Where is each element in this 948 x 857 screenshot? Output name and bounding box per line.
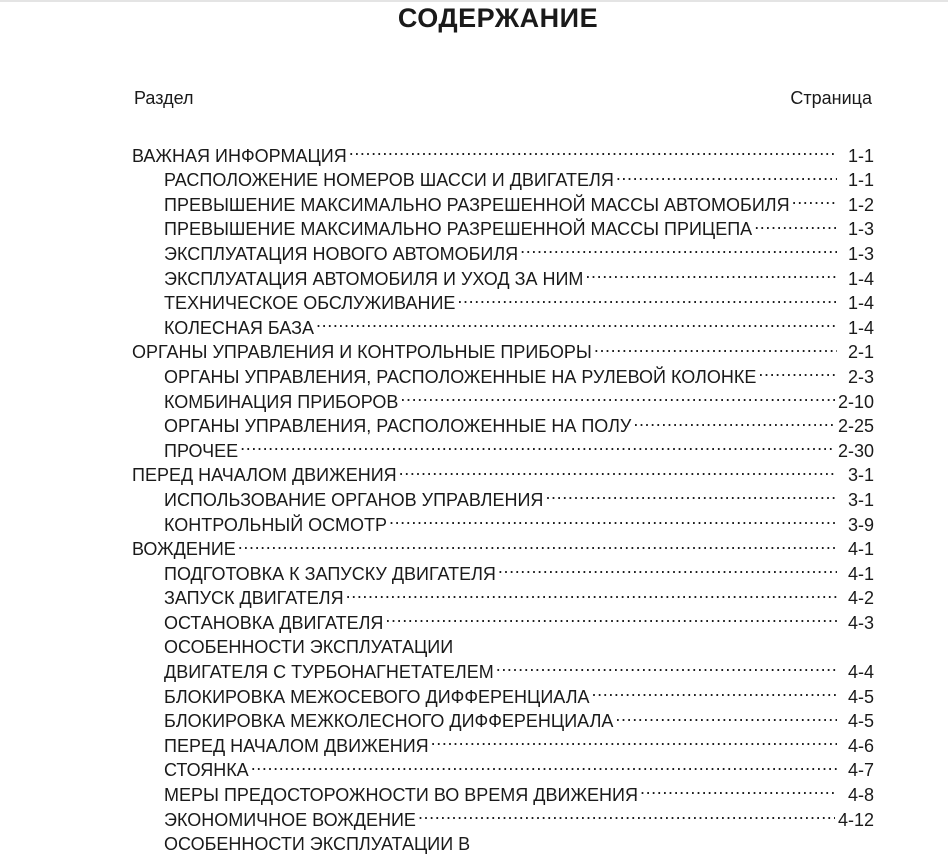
- dot-leader: [640, 776, 837, 801]
- toc-entry-title: ПЕРЕД НАЧАЛОМ ДВИЖЕНИЯ: [132, 465, 397, 486]
- dot-leader: [520, 235, 837, 260]
- dot-leader: [240, 432, 835, 457]
- dot-leader: [457, 285, 837, 310]
- dot-leader: [385, 604, 837, 629]
- toc-entry-title: ПРОЧЕЕ: [164, 440, 239, 461]
- dot-leader: [792, 186, 837, 211]
- toc-entry-page: 2-30: [837, 440, 874, 461]
- toc-entry-page: 2-3: [847, 366, 874, 387]
- toc-entry-page: 3-9: [847, 514, 874, 535]
- toc-entry-title: ЭКСПЛУАТАЦИЯ АВТОМОБИЛЯ И УХОД ЗА НИМ: [164, 268, 584, 289]
- dot-leader: [616, 162, 837, 187]
- toc-entry[interactable]: [132, 531, 874, 560]
- toc-entry-title: ОРГАНЫ УПРАВЛЕНИЯ И КОНТРОЛЬНЫЕ ПРИБОРЫ: [132, 342, 592, 363]
- dot-leader: [346, 580, 837, 605]
- toc-entry-page: 4-5: [847, 711, 874, 732]
- toc-entry-page: 1-3: [847, 243, 874, 264]
- toc-entry-page: 1-3: [847, 219, 874, 240]
- dot-leader: [349, 137, 837, 162]
- dot-leader: [592, 678, 837, 703]
- toc-entry-title: ДВИГАТЕЛЯ С ТУРБОНАГНЕТАТЕЛЕМ: [164, 662, 494, 683]
- page-title: СОДЕРЖАНИЕ: [397, 3, 599, 33]
- toc-entry-page: 2-25: [837, 416, 874, 437]
- toc-entry-page: 4-6: [847, 735, 874, 756]
- toc-entry-title: ПРЕВЫШЕНИЕ МАКСИМАЛЬНО РАЗРЕШЕННОЙ МАССЫ ПРИЦЕПА: [164, 219, 753, 240]
- dot-leader: [399, 457, 837, 482]
- toc-entry-title: ПОДГОТОВКА К ЗАПУСКУ ДВИГАТЕЛЯ: [164, 563, 496, 584]
- toc-entry-title: ОСТАНОВКА ДВИГАТЕЛЯ: [164, 612, 384, 633]
- toc-entry-title: СТОЯНКА: [164, 760, 249, 781]
- dot-leader: [400, 383, 835, 408]
- page-column-header: Страница: [790, 88, 872, 108]
- dot-leader: [455, 629, 837, 654]
- toc-entry-title: РАСПОЛОЖЕНИЕ НОМЕРОВ ШАССИ И ДВИГАТЕЛЯ: [164, 170, 614, 191]
- toc-entry-title: ЗАПУСК ДВИГАТЕЛЯ: [164, 588, 344, 609]
- section-column-header: Раздел: [134, 88, 194, 108]
- dot-leader: [251, 752, 837, 777]
- dot-leader: [316, 309, 837, 334]
- toc-entry-title: ЭКОНОМИЧНОЕ ВОЖДЕНИЕ: [164, 809, 416, 830]
- toc-entry-title: БЛОКИРОВКА МЕЖОСЕВОГО ДИФФЕРЕНЦИАЛА: [164, 686, 590, 707]
- toc-entry-title: БЛОКИРОВКА МЕЖКОЛЕСНОГО ДИФФЕРЕНЦИАЛА: [164, 711, 614, 732]
- toc-entry-page: 1-1: [847, 145, 874, 166]
- dot-leader: [498, 555, 837, 580]
- toc-entry-title: ТЕХНИЧЕСКОЕ ОБСЛУЖИВАНИЕ: [164, 293, 456, 314]
- toc-entry-page: 4-7: [847, 760, 874, 781]
- dot-leader: [585, 260, 837, 285]
- dot-leader: [615, 703, 837, 728]
- toc-entry-title: ПЕРЕД НАЧАЛОМ ДВИЖЕНИЯ: [164, 735, 429, 756]
- toc-entry-page: 4-12: [837, 809, 874, 830]
- dot-leader: [496, 653, 837, 678]
- toc-entry-title: ВОЖДЕНИЕ: [132, 539, 236, 560]
- toc-entry-title: КОЛЕСНАЯ БАЗА: [164, 317, 315, 338]
- toc-entry-page: 4-5: [847, 686, 874, 707]
- dot-leader: [758, 358, 837, 383]
- dot-leader: [754, 211, 837, 236]
- toc-entry-title: ОРГАНЫ УПРАВЛЕНИЯ, РАСПОЛОЖЕННЫЕ НА ПОЛУ: [164, 416, 632, 437]
- toc-entry-title: КОМБИНАЦИЯ ПРИБОРОВ: [164, 391, 399, 412]
- toc-entry-page: 1-1: [847, 170, 874, 191]
- dot-leader: [472, 826, 837, 851]
- table-of-contents: [132, 137, 874, 855]
- toc-entry-page: 4-1: [847, 563, 874, 584]
- toc-entry-title: ОСОБЕННОСТИ ЭКСПЛУАТАЦИИ: [164, 637, 454, 658]
- toc-entry-page: 1-4: [847, 268, 874, 289]
- toc-entry-title: ВАЖНАЯ ИНФОРМАЦИЯ: [132, 145, 347, 166]
- toc-entry-title: КОНТРОЛЬНЫЙ ОСМОТР: [164, 514, 387, 535]
- dot-leader: [594, 334, 837, 359]
- toc-entry-title: ПРЕВЫШЕНИЕ МАКСИМАЛЬНО РАЗРЕШЕННОЙ МАССЫ АВТОМОБИЛЯ: [164, 194, 790, 215]
- toc-entry-page: 4-3: [847, 612, 874, 633]
- toc-entry-title: ЭКСПЛУАТАЦИЯ НОВОГО АВТОМОБИЛЯ: [164, 243, 519, 264]
- top-border: [0, 0, 948, 2]
- toc-entry[interactable]: [132, 555, 874, 584]
- toc-entry-page: 1-2: [847, 194, 874, 215]
- toc-entry-title: ОСОБЕННОСТИ ЭКСПЛУАТАЦИИ В: [164, 834, 471, 855]
- toc-entry-page: 4-8: [847, 785, 874, 806]
- toc-entry-page: 4-4: [847, 662, 874, 683]
- toc-entry-page: 2-10: [837, 391, 874, 412]
- toc-entry[interactable]: [132, 432, 874, 461]
- dot-leader: [389, 506, 837, 531]
- toc-entry-page: 3-1: [847, 489, 874, 510]
- toc-entry[interactable]: [132, 137, 874, 166]
- toc-entry-page: 1-4: [847, 293, 874, 314]
- toc-entry-page: 3-1: [847, 465, 874, 486]
- dot-leader: [545, 481, 837, 506]
- toc-entry-page: 1-4: [847, 317, 874, 338]
- toc-entry[interactable]: [132, 457, 874, 486]
- toc-entry-page: 4-2: [847, 588, 874, 609]
- dot-leader: [418, 801, 835, 826]
- dot-leader: [431, 727, 837, 752]
- toc-entry-page: 2-1: [847, 342, 874, 363]
- toc-entry-page: 4-1: [847, 539, 874, 560]
- toc-entry-title: ИСПОЛЬЗОВАНИЕ ОРГАНОВ УПРАВЛЕНИЯ: [164, 489, 544, 510]
- dot-leader: [238, 531, 837, 556]
- toc-entry-title: МЕРЫ ПРЕДОСТОРОЖНОСТИ ВО ВРЕМЯ ДВИЖЕНИЯ: [164, 785, 638, 806]
- dot-leader: [633, 408, 835, 433]
- toc-entry-title: ОРГАНЫ УПРАВЛЕНИЯ, РАСПОЛОЖЕННЫЕ НА РУЛЕВОЙ КОЛОНКЕ: [164, 366, 757, 387]
